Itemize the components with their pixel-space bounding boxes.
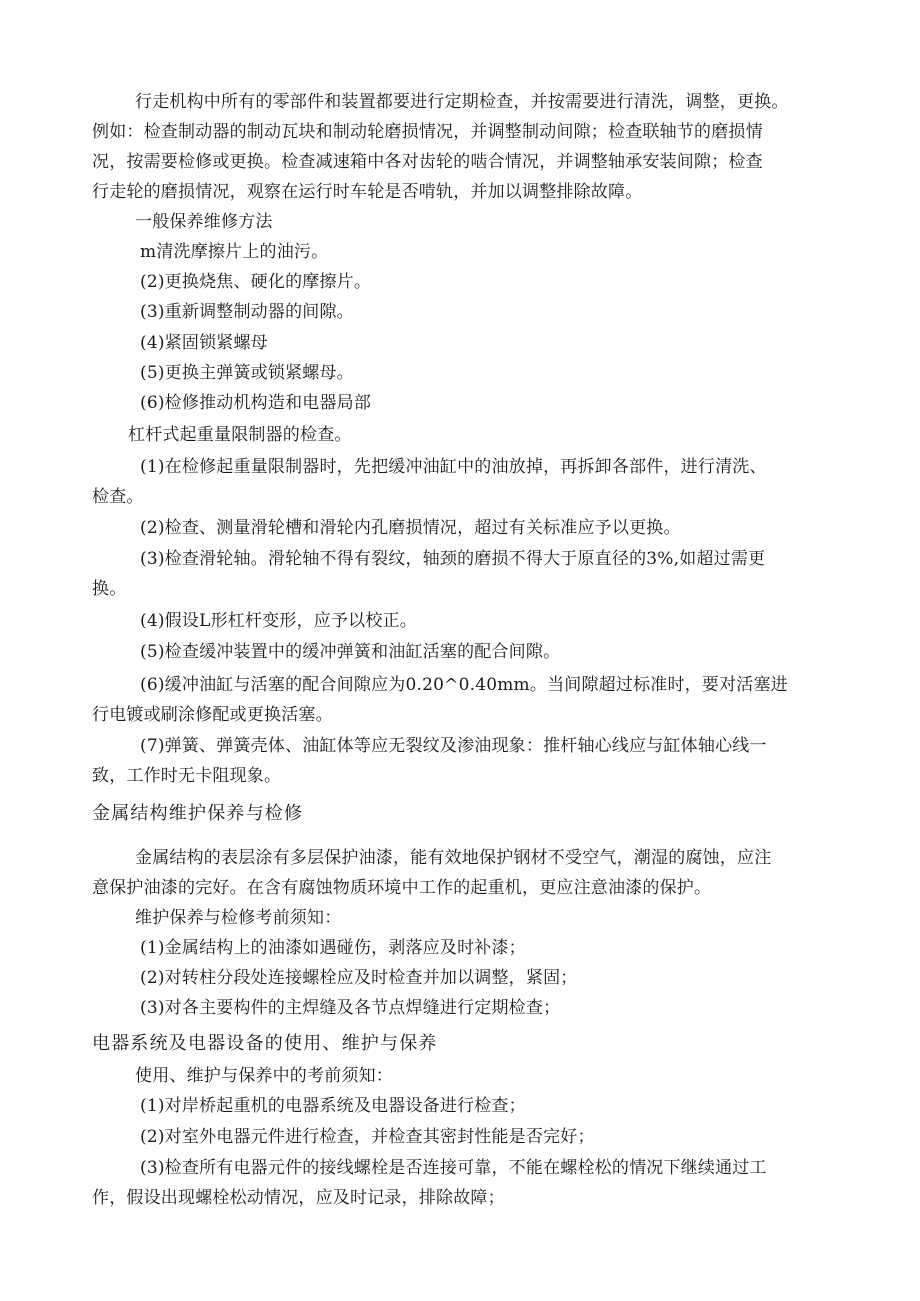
paragraph-line: 金属结构的表层涂有多层保护油漆，能有效地保护钢材不受空气，潮湿的腐蚀，应注 — [135, 848, 772, 868]
section-subtitle: 杠杆式起重量限制器的检查。 — [128, 425, 352, 445]
list-item: (1)金属结构上的油漆如遇碰伤，剥落应及时补漆； — [140, 938, 526, 958]
list-item: (6)检修推动机构造和电器局部 — [140, 393, 372, 413]
list-item: (5)更换主弹簧或锁紧螺母。 — [140, 363, 354, 383]
paragraph-line: 作，假设出现螺栓松动情况，应及时记录，排除故障； — [92, 1188, 505, 1208]
list-item: m清洗摩擦片上的油污。 — [140, 242, 329, 262]
section-subtitle: 一般保养维修方法 — [135, 212, 273, 232]
paragraph-line: 行电镀或刷涂修配或更换活塞。 — [92, 705, 333, 725]
list-item: (3)检查所有电器元件的接线螺栓是否连接可靠，不能在螺栓松的情况下继续通过工 — [140, 1158, 767, 1178]
list-item: (3)对各主要构件的主焊缝及各节点焊缝进行定期检查； — [140, 998, 561, 1018]
section-subtitle: 使用、维护与保养中的考前须知： — [135, 1066, 393, 1086]
section-subtitle: 维护保养与检修考前须知： — [135, 908, 342, 928]
list-item: (6)缓冲油缸与活塞的配合间隙应为0.20^0.40mm。当间隙超过标准时，要对活塞进 — [140, 675, 788, 695]
list-item: (3)重新调整制动器的间隙。 — [140, 302, 354, 322]
list-item: (2)对室外电器元件进行检查，并检查其密封性能是否完好； — [140, 1127, 595, 1147]
paragraph-line: 行走机构中所有的零部件和装置都要进行定期检查，并按需要进行清洗，调整，更换。 — [135, 92, 789, 112]
list-item: (7)弹簧、弹簧壳体、油缸体等应无裂纹及渗油现象：推杆轴心线应与缸体轴心线一 — [140, 736, 767, 756]
paragraph-line: 行走轮的磨损情况，观察在运行时车轮是否啃轨，并加以调整排除故障。 — [92, 182, 643, 202]
section-heading: 金属结构维护保养与检修 — [92, 803, 304, 824]
paragraph-line: 致，工作时无卡阻现象。 — [92, 766, 282, 786]
list-item: (4)假设L形杠杆变形，应予以校正。 — [140, 611, 417, 631]
paragraph-line: 换。 — [92, 579, 127, 599]
list-item: (2)对转柱分段处连接螺栓应及时检查并加以调整，紧固； — [140, 968, 578, 988]
section-heading: 电器系统及电器设备的使用、维护与保养 — [92, 1033, 438, 1054]
list-item: (1)对岸桥起重机的电器系统及电器设备进行检查； — [140, 1096, 526, 1116]
paragraph-line: 意保护油漆的完好。在含有腐蚀物质环境中工作的起重机，更应注意油漆的保护。 — [92, 878, 712, 898]
paragraph-line: 例如：检查制动器的制动瓦块和制动轮磨损情况，并调整制动间隙；检查联轴节的磨损情 — [92, 122, 763, 142]
list-item: (5)检查缓冲装置中的缓冲弹簧和油缸活塞的配合间隙。 — [140, 642, 561, 662]
list-item: (3)检查滑轮轴。滑轮轴不得有裂纹，轴颈的磨损不得大于原直径的3%,如超过需更 — [140, 549, 766, 569]
list-item: (2)更换烧焦、硬化的摩擦片。 — [140, 272, 372, 292]
list-item: (2)检查、测量滑轮槽和滑轮内孔磨损情况，超过有关标准应予以更换。 — [140, 518, 681, 538]
paragraph-line: 况，按需要检修或更换。检查减速箱中各对齿轮的啮合情况，并调整轴承安装间隙；检查 — [92, 152, 763, 172]
list-item: (1)在检修起重量限制器时，先把缓冲油缸中的油放掉，再拆卸各部件，进行清洗、 — [140, 457, 767, 477]
paragraph-line: 检查。 — [92, 487, 144, 507]
list-item: (4)紧固锁紧螺母 — [140, 333, 268, 353]
